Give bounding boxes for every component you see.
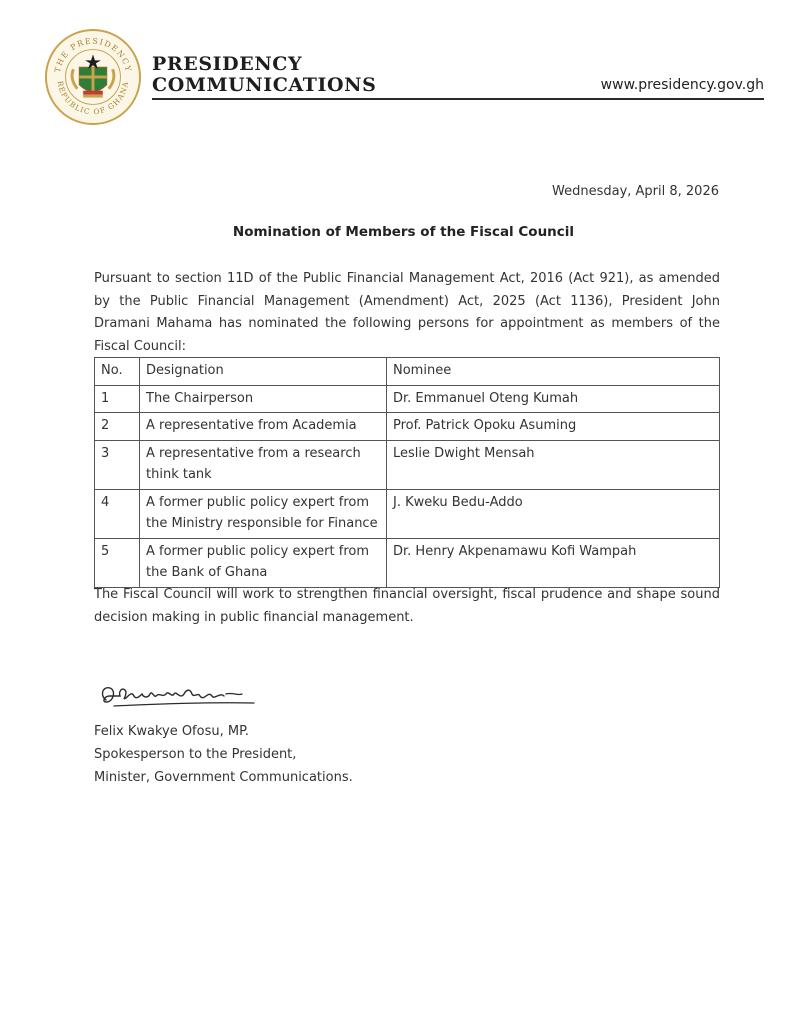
- document-title: Nomination of Members of the Fiscal Council: [232, 224, 575, 240]
- table-row: [95, 413, 720, 441]
- org-line-2: COMMUNICATIONS: [152, 74, 377, 96]
- row-nominee: Dr. Emmanuel Oteng Kumah: [387, 385, 720, 413]
- row-designation: A representative from Academia: [140, 413, 387, 441]
- organization-name: [152, 54, 376, 96]
- signatory-name: Felix Kwakye Ofosu, MP.: [94, 724, 250, 739]
- seal-text-bottom: REPUBLIC OF GHANA: [55, 80, 131, 117]
- table-row: [95, 385, 720, 413]
- row-nominee: J. Kweku Bedu-Addo: [387, 489, 720, 538]
- intro-paragraph: Pursuant to section 11D of the Public Financial Management Act, 2016 (Act 921), as amended by the Public Financial Management (Amendment) Act, 2025 (Act 1136), President John Dramani Mahama has nominated the following persons for appointment as members of the Fiscal Council:: [94, 271, 720, 354]
- row-designation: A former public policy expert from the Bank of Ghana: [140, 538, 387, 587]
- row-designation: The Chairperson: [140, 385, 387, 413]
- row-number: 3: [95, 440, 140, 489]
- table-row: [95, 538, 720, 587]
- document-date: Wednesday, April 8, 2026: [552, 184, 719, 199]
- row-number: 1: [95, 385, 140, 413]
- header-no: No.: [95, 358, 140, 386]
- row-number: 2: [95, 413, 140, 441]
- presidency-seal-logo: [44, 28, 142, 126]
- org-line-1: PRESIDENCY: [152, 53, 303, 75]
- nominees-table: [94, 357, 720, 588]
- table-row: [95, 489, 720, 538]
- row-number: 5: [95, 538, 140, 587]
- row-nominee: Leslie Dwight Mensah: [387, 440, 720, 489]
- row-designation: A former public policy expert from the Ministry responsible for Finance: [140, 489, 387, 538]
- handwritten-signature: [96, 676, 260, 716]
- row-number: 4: [95, 489, 140, 538]
- row-designation: A representative from a research think tank: [140, 440, 387, 489]
- header-divider: [152, 98, 764, 100]
- header-designation: Designation: [140, 358, 387, 386]
- table-header-row: [95, 358, 720, 386]
- website-link[interactable]: www.presidency.gov.gh: [600, 77, 764, 93]
- signatory-role-2: Minister, Government Communications.: [94, 770, 353, 785]
- signatory-role-1: Spokesperson to the President,: [94, 747, 297, 762]
- row-nominee: Dr. Henry Akpenamawu Kofi Wampah: [387, 538, 720, 587]
- row-nominee: Prof. Patrick Opoku Asuming: [387, 413, 720, 441]
- header-nominee: Nominee: [387, 358, 720, 386]
- seal-text-top: THE PRESIDENCY: [52, 36, 134, 74]
- closing-paragraph: The Fiscal Council will work to strengthen financial oversight, fiscal prudence and shape sound decision making in public financial management.: [94, 587, 720, 625]
- table-row: [95, 440, 720, 489]
- signatory-block: [94, 720, 353, 789]
